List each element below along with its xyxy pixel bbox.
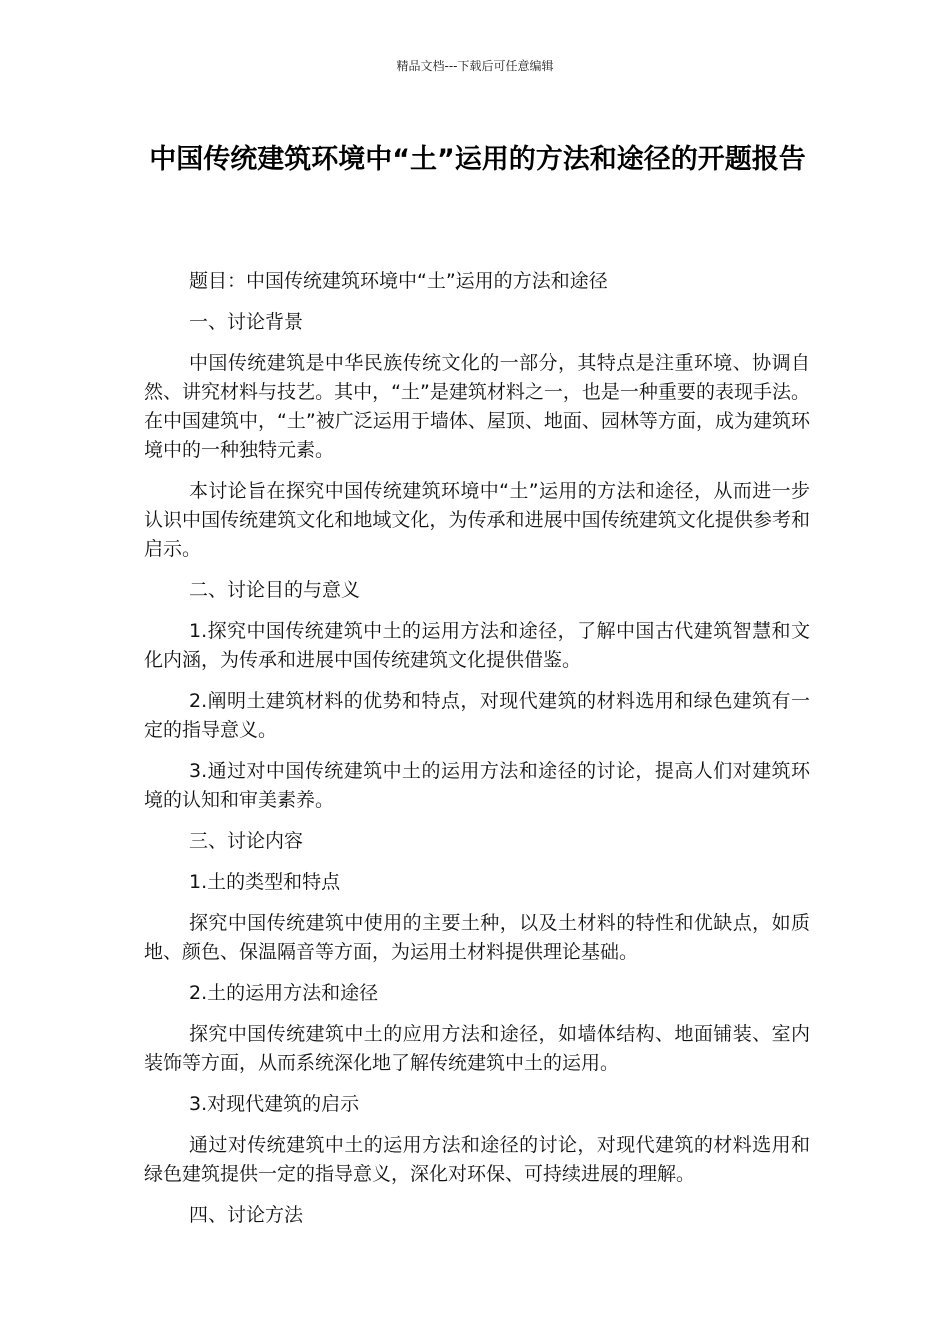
section-heading-purpose: 二、讨论目的与意义 <box>189 579 361 601</box>
subheading-soil-methods: 2.土的运用方法和途径 <box>189 982 379 1004</box>
paragraph-purpose-1: 1.探究中国传统建筑中土的运用方法和途径，了解中国古代建筑智慧和文化内涵，为传承和进展中国传统建筑文化提供借鉴。 <box>144 620 810 671</box>
paragraph-modern-inspiration: 通过对传统建筑中土的运用方法和途径的讨论，对现代建筑的材料选用和绿色建筑提供一定的指导意义，深化对环保、可持续进展的理解。 <box>144 1134 810 1185</box>
subheading-soil-types: 1.土的类型和特点 <box>189 871 341 893</box>
document-title: 中国传统建筑环境中“土”运用的方法和途径的开题报告 <box>149 144 806 175</box>
page-header: 精品文档---下载后可任意编辑 <box>396 59 554 73</box>
section-heading-methods: 四、讨论方法 <box>189 1204 304 1226</box>
paragraph-purpose-2: 2.阐明土建筑材料的优势和特点，对现代建筑的材料选用和绿色建筑有一定的指导意义。 <box>144 690 810 741</box>
paragraph-background-1: 中国传统建筑是中华民族传统文化的一部分，其特点是注重环境、协调自然、讲究材料与技艺。其中，“土”是建筑材料之一，也是一种重要的表现手法。在中国建筑中，“土”被广泛运用于墙体、屋顶、地面、园林等方面，成为建筑环境中的一种独特元素。 <box>144 352 810 461</box>
paragraph-topic: 题目：中国传统建筑环境中“土”运用的方法和途径 <box>189 270 608 292</box>
document-body <box>144 267 810 1242</box>
section-heading-content: 三、讨论内容 <box>189 830 304 852</box>
section-heading-background: 一、讨论背景 <box>189 311 304 333</box>
subheading-modern-inspiration: 3.对现代建筑的启示 <box>189 1093 360 1115</box>
paragraph-soil-types: 探究中国传统建筑中使用的主要土种，以及土材料的特性和优缺点，如质地、颜色、保温隔音等方面，为运用土材料提供理论基础。 <box>144 912 810 963</box>
paragraph-soil-methods: 探究中国传统建筑中土的应用方法和途径，如墙体结构、地面铺装、室内装饰等方面，从而系统深化地了解传统建筑中土的运用。 <box>144 1023 810 1074</box>
paragraph-background-2: 本讨论旨在探究中国传统建筑环境中“土”运用的方法和途径，从而进一步认识中国传统建筑文化和地域文化，为传承和进展中国传统建筑文化提供参考和启示。 <box>144 480 810 560</box>
paragraph-purpose-3: 3.通过对中国传统建筑中土的运用方法和途径的讨论，提高人们对建筑环境的认知和审美素养。 <box>144 760 810 811</box>
